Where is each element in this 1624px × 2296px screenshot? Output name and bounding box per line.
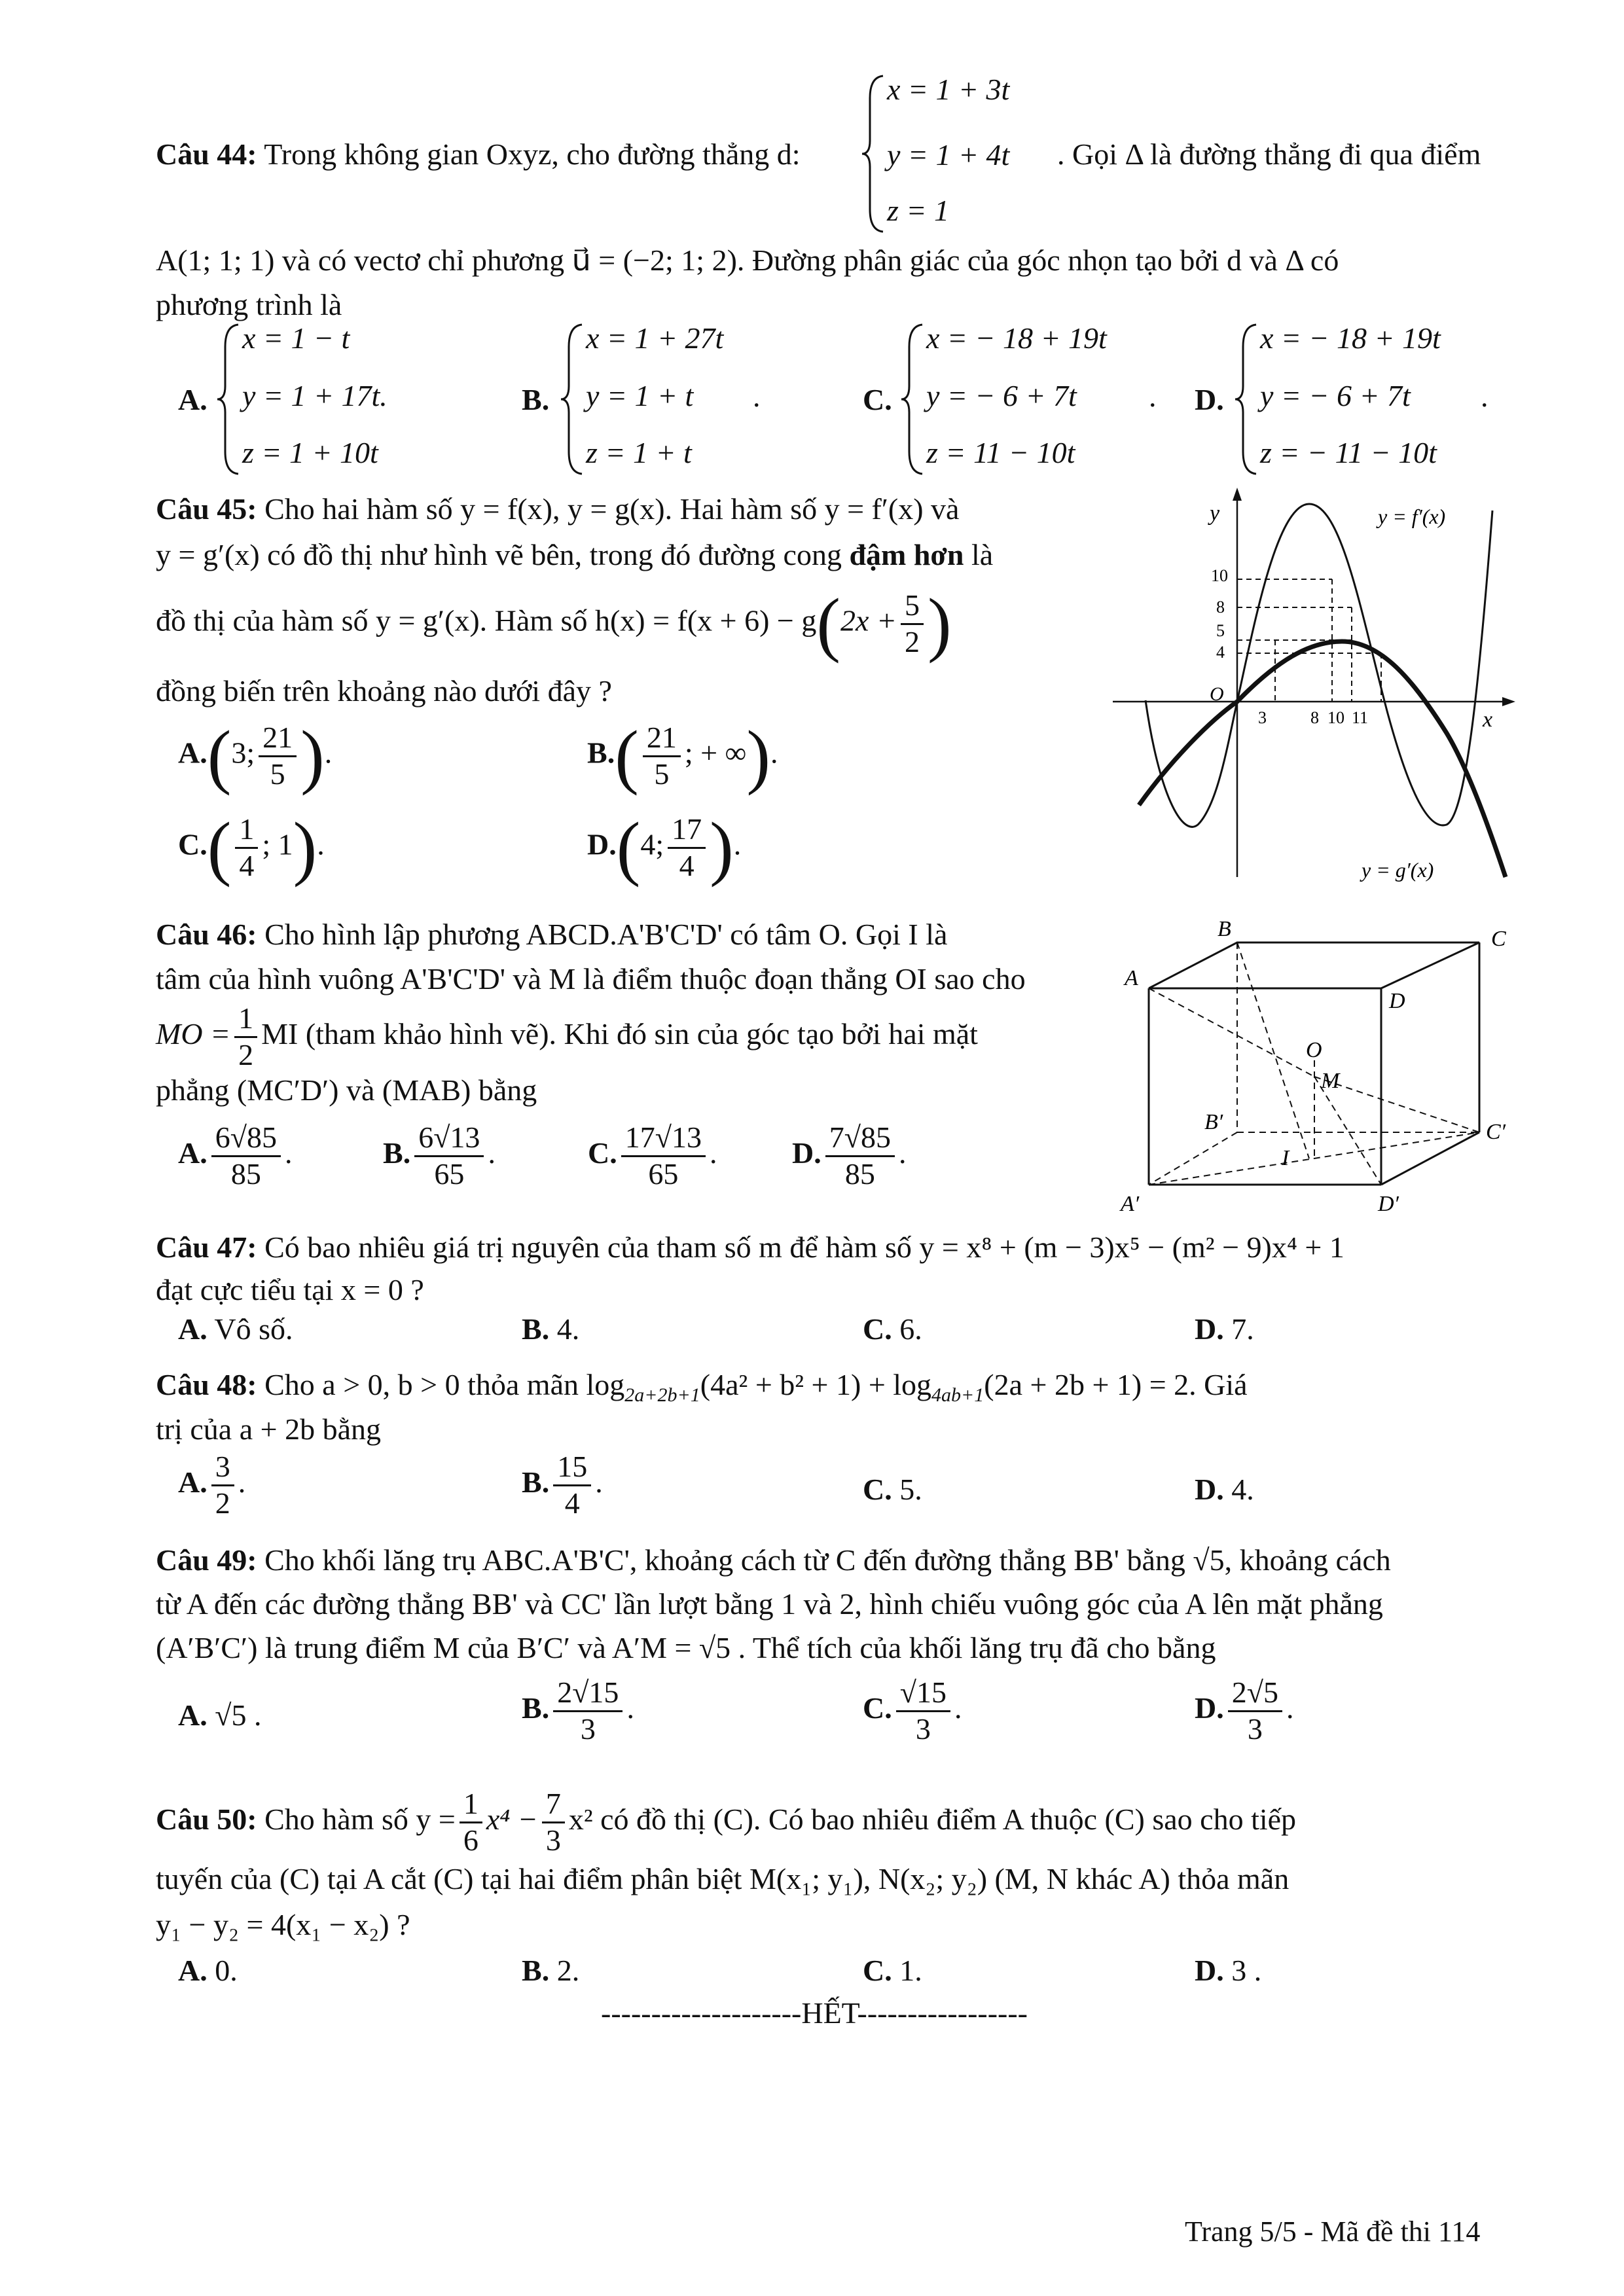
cube-label-d1: D′ xyxy=(1378,1192,1399,1216)
cube-label-c1: C′ xyxy=(1486,1120,1506,1144)
q44-label: Câu 44: xyxy=(156,137,257,171)
q44-option-b-letter: B. xyxy=(522,383,550,416)
q48-label: Câu 48: xyxy=(156,1368,257,1401)
xtick-10: 10 xyxy=(1327,708,1344,727)
q44-c-line1: x = − 18 + 19t xyxy=(926,321,1107,355)
q45-graph xyxy=(1113,484,1519,890)
q44-d-line2: y = − 6 + 7t xyxy=(1260,379,1411,412)
q44-option-c-letter: C. xyxy=(863,383,892,416)
q46-line3: MO = $\frac{1}{2}$ MI (tham khảo hình vẽ). Khi đó sin của góc tạo bởi hai mặt xyxy=(156,1001,978,1071)
cube-label-c: C xyxy=(1491,927,1506,951)
q44-brace xyxy=(861,72,887,236)
xtick-8: 8 xyxy=(1310,708,1319,727)
q47-line1 xyxy=(156,1230,1344,1265)
q46-line2: tâm của hình vuông A'B'C'D' và M là điểm thuộc đoạn thẳng OI sao cho xyxy=(156,962,1026,996)
q44-c-line3: z = 11 − 10t xyxy=(926,436,1075,469)
q46-option-d: D. $\frac{7√85}{85}$ . xyxy=(792,1121,907,1191)
q45-l3-frac: $\frac{5}{2}$ xyxy=(901,588,924,660)
q48-option-c: C. 5. xyxy=(863,1473,922,1506)
q46-line4: phẳng (MC′D′) và (MAB) bằng xyxy=(156,1073,537,1107)
q44-d-dot: . xyxy=(1481,380,1489,413)
q49-label: Câu 49: xyxy=(156,1543,257,1577)
cube-label-m: M xyxy=(1321,1069,1340,1093)
q44-option-d-letter: D. xyxy=(1195,383,1224,416)
q44-stem-b: . Gọi Δ là đường thẳng đi qua điểm xyxy=(1057,137,1481,171)
cube-hidden-edges xyxy=(1149,942,1479,1185)
q48-line1: Câu 48: Cho a > 0, b > 0 thỏa mãn $\log_{2a+2b+1}(4a^2 + b^2 + 1) + \log_{4ab+1}(2a + 2b + 1) = 2$. Giá xyxy=(156,1368,1248,1407)
g-curve-label: y = g′(x) xyxy=(1362,858,1434,882)
q44-d-line3: z = − 11 − 10t xyxy=(1260,436,1437,469)
f-prime-curve xyxy=(1146,504,1492,827)
q44-d-line1: x = − 18 + 19t xyxy=(1260,321,1441,355)
q44-c-dot: . xyxy=(1149,380,1157,413)
q47-option-c: C. 6. xyxy=(863,1312,922,1346)
q48-option-d: D. 4. xyxy=(1195,1473,1254,1506)
q50-option-c: C. 1. xyxy=(863,1954,922,1987)
q45-line1 xyxy=(156,492,959,527)
q48-line2: trị của a + 2b bằng xyxy=(156,1412,381,1446)
origin-label: O xyxy=(1210,683,1224,705)
q47-option-b: B. 4. xyxy=(522,1312,580,1346)
end-marker: --------------------HẾT----------------- xyxy=(601,1996,1028,2030)
q44-stem-a: Trong không gian Oxyz, cho đường thẳng d: xyxy=(264,137,801,171)
q50-line2: tuyến của (C) tại A cắt (C) tại hai điểm phân biệt M(x₁; y₁), N(x₂; y₂) (M, N khác A) thỏa mãn xyxy=(156,1862,1290,1895)
q49-line3: (A′B′C′) là trung điểm M của B′C′ và A′M = √5 . Thể tích của khối lăng trụ đã cho bằng xyxy=(156,1631,1216,1664)
q45-l1: Cho hai hàm số y = f(x), y = g(x). Hai hàm số y = f′(x) và xyxy=(264,492,960,526)
q45-l3a: đồ thị của hàm số y = g′(x). Hàm số h(x) = f(x + 6) − g xyxy=(156,603,817,637)
cube-label-d: D xyxy=(1389,989,1405,1013)
q44-option-a-brace xyxy=(216,321,242,478)
q45-l2c: là xyxy=(964,538,994,571)
q44-line2: A(1; 1; 1) và có vectơ chỉ phương u⃗ = (−2; 1; 2). Đường phân giác của góc nhọn tạo bởi d và Δ có xyxy=(156,243,1339,277)
q45-option-c: C.( $\frac{1}{4}$ ; 1). xyxy=(178,808,325,888)
y-axis-arrow xyxy=(1233,488,1242,501)
q46-l1: Cho hình lập phương ABCD.A'B'C'D' có tâm O. Gọi I là xyxy=(264,918,948,951)
cube-label-b1: B′ xyxy=(1204,1110,1223,1134)
q47-option-a: A. Vô số. xyxy=(178,1312,293,1346)
q49-option-a: A. √5 . xyxy=(178,1698,262,1732)
q44-option-a-letter: A. xyxy=(178,383,208,416)
q48-option-a: A. $\frac{3}{2}$ . xyxy=(178,1450,246,1520)
q49-line1: Câu 49: Cho khối lăng trụ ABC.A'B'C', khoảng cách từ C đến đường thẳng BB' bằng √5, khoảng cách xyxy=(156,1543,1391,1577)
q45-option-a: A.(3; $\frac{21}{5}$ ). xyxy=(178,716,333,796)
q46-cube xyxy=(1106,910,1525,1217)
ytick-10: 10 xyxy=(1211,566,1228,585)
q45-option-b: B.( $\frac{21}{5}$ ; + ∞). xyxy=(587,716,778,796)
q44-b-line3: z = 1 + t xyxy=(586,436,692,469)
q44-line3: phương trình là xyxy=(156,288,342,321)
q50-option-a: A. 0. xyxy=(178,1954,238,1987)
q46-option-b: B. $\frac{6√13}{65}$ . xyxy=(383,1121,496,1191)
cube-label-a1: A′ xyxy=(1121,1192,1140,1216)
q49-option-c: C. $\frac{√15}{3}$ . xyxy=(863,1676,962,1746)
q47-l1: Có bao nhiêu giá trị nguyên của tham số m để hàm số y = x⁸ + (m − 3)x⁵ − (m² − 9)x⁴ + 1 xyxy=(264,1230,1344,1264)
ytick-4: 4 xyxy=(1216,643,1225,662)
q44-sys-y: y = 1 + 4t xyxy=(887,138,1010,171)
q50-option-b: B. 2. xyxy=(522,1954,580,1987)
q44-a-line1: x = 1 − t xyxy=(242,321,350,355)
q46-label: Câu 46: xyxy=(156,918,257,951)
q45-line4: đồng biến trên khoảng nào dưới đây ? xyxy=(156,674,612,708)
q47-option-d: D. 7. xyxy=(1195,1312,1254,1346)
q44-sys-z: z = 1 xyxy=(887,194,949,227)
x-axis-label: x xyxy=(1483,708,1493,732)
q49-option-b: B. $\frac{2√15}{3}$ . xyxy=(522,1676,634,1746)
q50-option-d: D. 3 . xyxy=(1195,1954,1262,1987)
q44-option-b-brace xyxy=(560,321,586,478)
q45-l3b: 2x + xyxy=(840,603,897,637)
q44-b-dot: . xyxy=(753,380,761,413)
q47-line2: đạt cực tiểu tại x = 0 ? xyxy=(156,1273,424,1306)
xtick-3: 3 xyxy=(1258,708,1267,727)
q45-l2a: y = g′(x) có đồ thị như hình vẽ bên, trong đó đường cong xyxy=(156,538,850,571)
cube-label-b: B xyxy=(1218,917,1231,941)
q44-c-line2: y = − 6 + 7t xyxy=(926,379,1077,412)
y-axis-label: y xyxy=(1210,501,1220,526)
q46-option-a: A. $\frac{6√85}{85}$ . xyxy=(178,1121,293,1191)
q46-option-c: C. $\frac{17√13}{65}$ . xyxy=(588,1121,717,1191)
q44-a-line3: z = 1 + 10t xyxy=(242,436,378,469)
q45-option-d: D.(4; $\frac{17}{4}$ ). xyxy=(587,808,742,888)
xtick-11: 11 xyxy=(1352,708,1369,727)
q49-option-d: D. $\frac{2√5}{3}$ . xyxy=(1195,1676,1294,1746)
q48-option-b: B. $\frac{15}{4}$ . xyxy=(522,1450,603,1520)
q45-line2 xyxy=(156,538,993,573)
q47-label: Câu 47: xyxy=(156,1230,257,1264)
ytick-8: 8 xyxy=(1216,598,1225,617)
q50-line1: Câu 50: Cho hàm số y = $\frac{1}{6}$ x⁴ − $\frac{7}{3}$ x² có đồ thị (C). Có bao nhiêu điểm A thuộc (C) sao cho tiếp xyxy=(156,1787,1297,1857)
q44-b-line2: y = 1 + t xyxy=(586,379,694,412)
x-axis-arrow xyxy=(1502,697,1515,706)
q44-sys-x: x = 1 + 3t xyxy=(887,73,1010,106)
cube-label-a: A xyxy=(1125,966,1138,990)
cube-label-o: O xyxy=(1306,1038,1322,1062)
q45-label: Câu 45: xyxy=(156,492,257,526)
q44-option-c-brace xyxy=(900,321,926,478)
page-footer: Trang 5/5 - Mã đề thi 114 xyxy=(1185,2215,1481,2248)
cube-label-i: I xyxy=(1282,1146,1290,1170)
q50-label: Câu 50: xyxy=(156,1802,257,1836)
q44-b-line1: x = 1 + 27t xyxy=(586,321,724,355)
q46-line1 xyxy=(156,918,947,952)
ytick-5: 5 xyxy=(1216,621,1225,640)
g-prime-curve xyxy=(1139,641,1506,877)
q44-option-d-brace xyxy=(1234,321,1260,478)
q44-stem-line1 xyxy=(156,137,801,172)
q45-l2b: đậm hơn xyxy=(849,538,964,571)
f-curve-label: y = f′(x) xyxy=(1378,505,1446,528)
q44-a-line2: y = 1 + 17t. xyxy=(242,379,388,412)
q50-line3: y₁ − y₂ = 4(x₁ − x₂) ? xyxy=(156,1908,410,1941)
q45-line3: đồ thị của hàm số y = g′(x). Hàm số h(x) = f(x + 6) − g(2x + $\frac{5}{2}$ ) xyxy=(156,584,952,664)
q49-line2: từ A đến các đường thẳng BB' và CC' lần lượt bằng 1 và 2, hình chiếu vuông góc của A lên mặt phẳng xyxy=(156,1587,1383,1621)
